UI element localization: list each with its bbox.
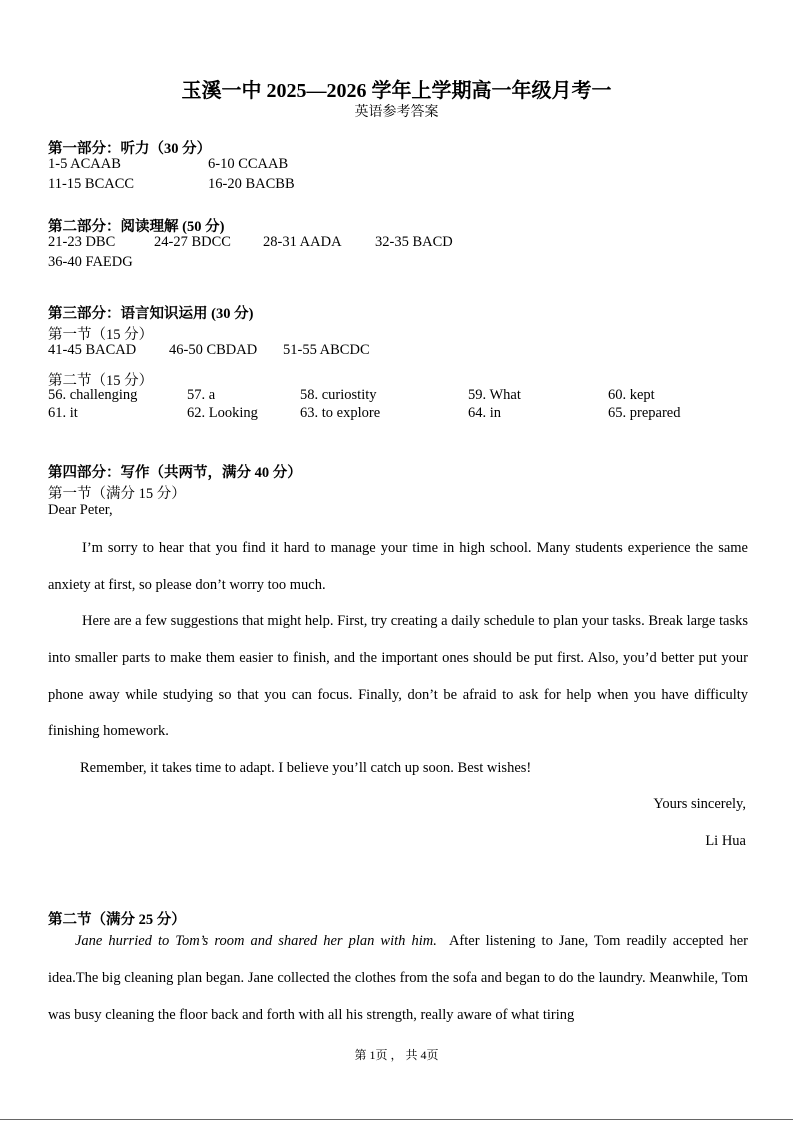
letter-paragraph: Remember, it takes time to adapt. I believe you’ll catch up soon. Best wishes! (80, 760, 532, 776)
answer-item: 63. to explore (300, 405, 381, 421)
page-subtitle: 英语参考答案 (354, 105, 439, 120)
page-bottom-divider (0, 1119, 793, 1120)
page-title: 玉溪一中 2025—2026 学年上学期高一年级月考一 (181, 80, 612, 102)
letter-paragraph: Here are a few suggestions that might help. First, try creating a daily schedule to plan your tasks. Break large tasks into smaller parts to make them easier to finish, and the important ones should be put first. Also, you’d better put your phone away while studying so that you can focus. Finally, don’t be afraid to ask for help when you have difficulty finishing homework. (48, 613, 748, 740)
answer-item: 59. What (468, 387, 521, 403)
answer-group: 6-10 CCAAB (208, 156, 289, 172)
answer-item: 62. Looking (187, 405, 258, 421)
answer-group: 28-31 AADA (263, 234, 342, 250)
answer-group: 32-35 BACD (375, 234, 453, 250)
section-label: 第一节（满分 15 分） (48, 486, 186, 502)
answer-group: 1-5 ACAAB (48, 156, 121, 172)
answer-group: 11-15 BCACC (48, 176, 135, 192)
letter-paragraph: I’m sorry to hear that you find it hard to manage your time in high school. Many students experience the same anxiety at first, so please don’t worry too much. (48, 540, 748, 593)
paragraph-lead: Jane hurried to Tom’s room and shared her plan with him. (75, 933, 437, 949)
answer-group: 24-27 BDCC (154, 234, 231, 250)
answer-item: 65. prepared (608, 405, 681, 421)
section-label: 第二节（15 分） (48, 373, 154, 389)
letter-salutation: Dear Peter, (48, 502, 113, 518)
part1-heading: 第一部分：听力（30 分） (48, 141, 212, 157)
answer-group: 16-20 BACBB (208, 176, 295, 192)
letter-signature: Li Hua (705, 833, 746, 849)
answer-group: 46-50 CBDAD (169, 342, 258, 358)
answer-group: 41-45 BACAD (48, 342, 137, 358)
answer-group: 36-40 FAEDG (48, 254, 133, 270)
answer-item: 61. it (48, 405, 78, 421)
answer-item: 57. a (187, 387, 216, 403)
section-label: 第二节（满分 25 分） (48, 912, 186, 928)
answer-item: 64. in (468, 405, 502, 421)
part2-heading: 第二部分：阅读理解 (50 分) (48, 219, 225, 235)
answer-group: 51-55 ABCDC (283, 342, 370, 358)
letter-closing: Yours sincerely, (653, 796, 746, 812)
answer-item: 60. kept (608, 387, 655, 403)
part3-heading: 第三部分：语言知识运用 (30 分) (48, 306, 254, 322)
answer-item: 58. curiostity (300, 387, 377, 403)
continuation-paragraph (48, 923, 748, 1033)
page-footer: 第 1页 ， 共 4页 (354, 1048, 439, 1062)
answer-item: 56. challenging (48, 387, 138, 403)
part4-heading: 第四部分：写作（共两节，满分 40 分） (48, 465, 302, 481)
section-label: 第一节（15 分） (48, 327, 154, 343)
answer-group: 21-23 DBC (48, 234, 116, 250)
paragraph-body: After listening to Jane, Tom readily accepted her idea.The big cleaning plan began. Jane collected the clothes from the sofa and began to do the laundry. Meanwhile, Tom was busy cleaning the floor back and forth with all his strength, really aware of what tiring (48, 933, 749, 1023)
